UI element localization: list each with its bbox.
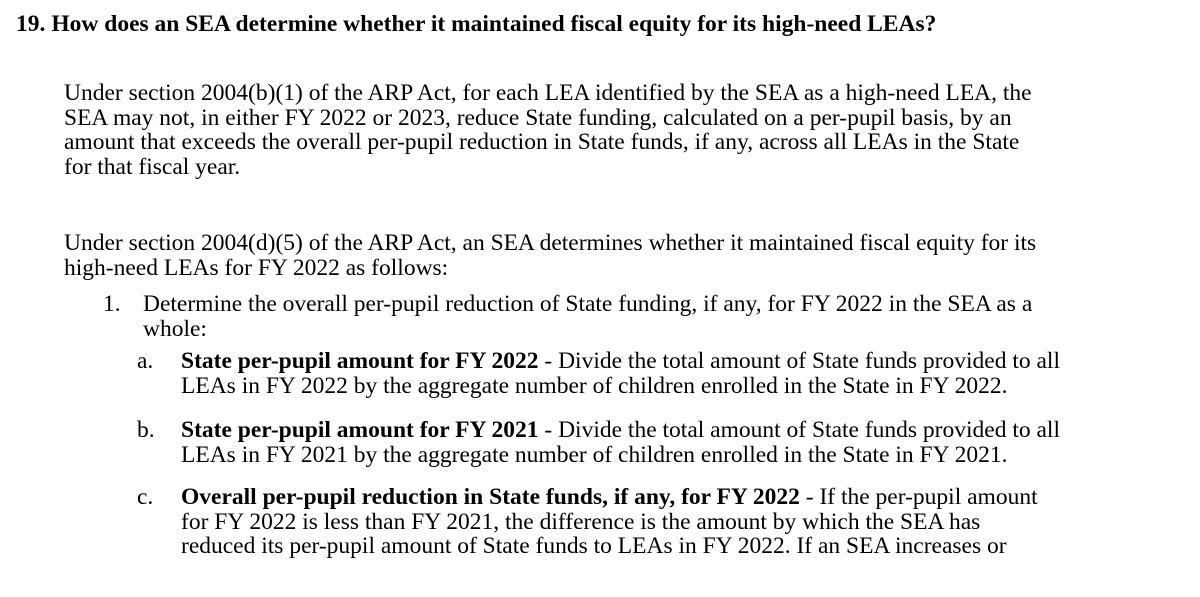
question-number: 19.: [16, 11, 46, 37]
paragraph-line: Under section 2004(d)(5) of the ARP Act, an SEA determines whether it maintained fiscal equity for its: [64, 230, 1037, 256]
sub-item-first-line: [181, 418, 1060, 443]
sub-item-text: - If the per-pupil amount: [799, 484, 1038, 510]
sub-item-line: for FY 2022 is less than FY 2021, the difference is the amount by which the SEA has: [181, 508, 981, 535]
sub-item-line: reduced its per-pupil amount of State funds to LEAs in FY 2022. If an SEA increases or: [181, 533, 1007, 559]
sub-list-marker: b.: [137, 417, 155, 443]
sub-item-term: Overall per-pupil reduction in State funds, if any, for FY 2022: [181, 484, 800, 510]
sub-item-term: State per-pupil amount for FY 2021: [181, 417, 539, 443]
question-title: How does an SEA determine whether it maintained fiscal equity for its high-need LEAs?: [51, 11, 937, 37]
paragraph-section-2004b1: [64, 81, 1174, 179]
paragraph-line: amount that exceeds the overall per-pupil reduction in State funds, if any, across all LEAs in the State: [64, 129, 1020, 155]
paragraph-line: for that fiscal year.: [64, 153, 241, 180]
paragraph-section-2004d5: [64, 231, 1174, 280]
paragraph-line: SEA may not, in either FY 2022 or 2023, reduce State funding, calculated on a per-pupil basis, by an: [64, 104, 1012, 131]
list-item-line: whole:: [143, 315, 207, 342]
sub-item-line: LEAs in FY 2022 by the aggregate number of children enrolled in the State in FY 2022.: [181, 372, 1008, 399]
sub-item-line: LEAs in FY 2021 by the aggregate number of children enrolled in the State in FY 2021.: [181, 441, 1008, 468]
question-heading: [16, 10, 936, 38]
sub-item-term: State per-pupil amount for FY 2022: [181, 348, 539, 374]
sub-item-text: - Divide the total amount of State funds provided to all: [538, 417, 1060, 443]
paragraph-line: high-need LEAs for FY 2022 as follows:: [64, 254, 449, 281]
sub-item-first-line: [181, 485, 1038, 510]
list-item-line: Determine the overall per-pupil reduction of State funding, if any, for FY 2022 in the SEA as a: [143, 291, 1033, 317]
sub-item-text: - Divide the total amount of State funds provided to all: [538, 348, 1060, 374]
paragraph-line: Under section 2004(b)(1) of the ARP Act, for each LEA identified by the SEA as a high-need LEA, the: [64, 80, 1032, 106]
sub-list-marker: c.: [137, 484, 154, 510]
sub-list-marker: a.: [137, 348, 154, 374]
list-marker: 1.: [103, 291, 121, 317]
sub-item-first-line: [181, 349, 1060, 374]
